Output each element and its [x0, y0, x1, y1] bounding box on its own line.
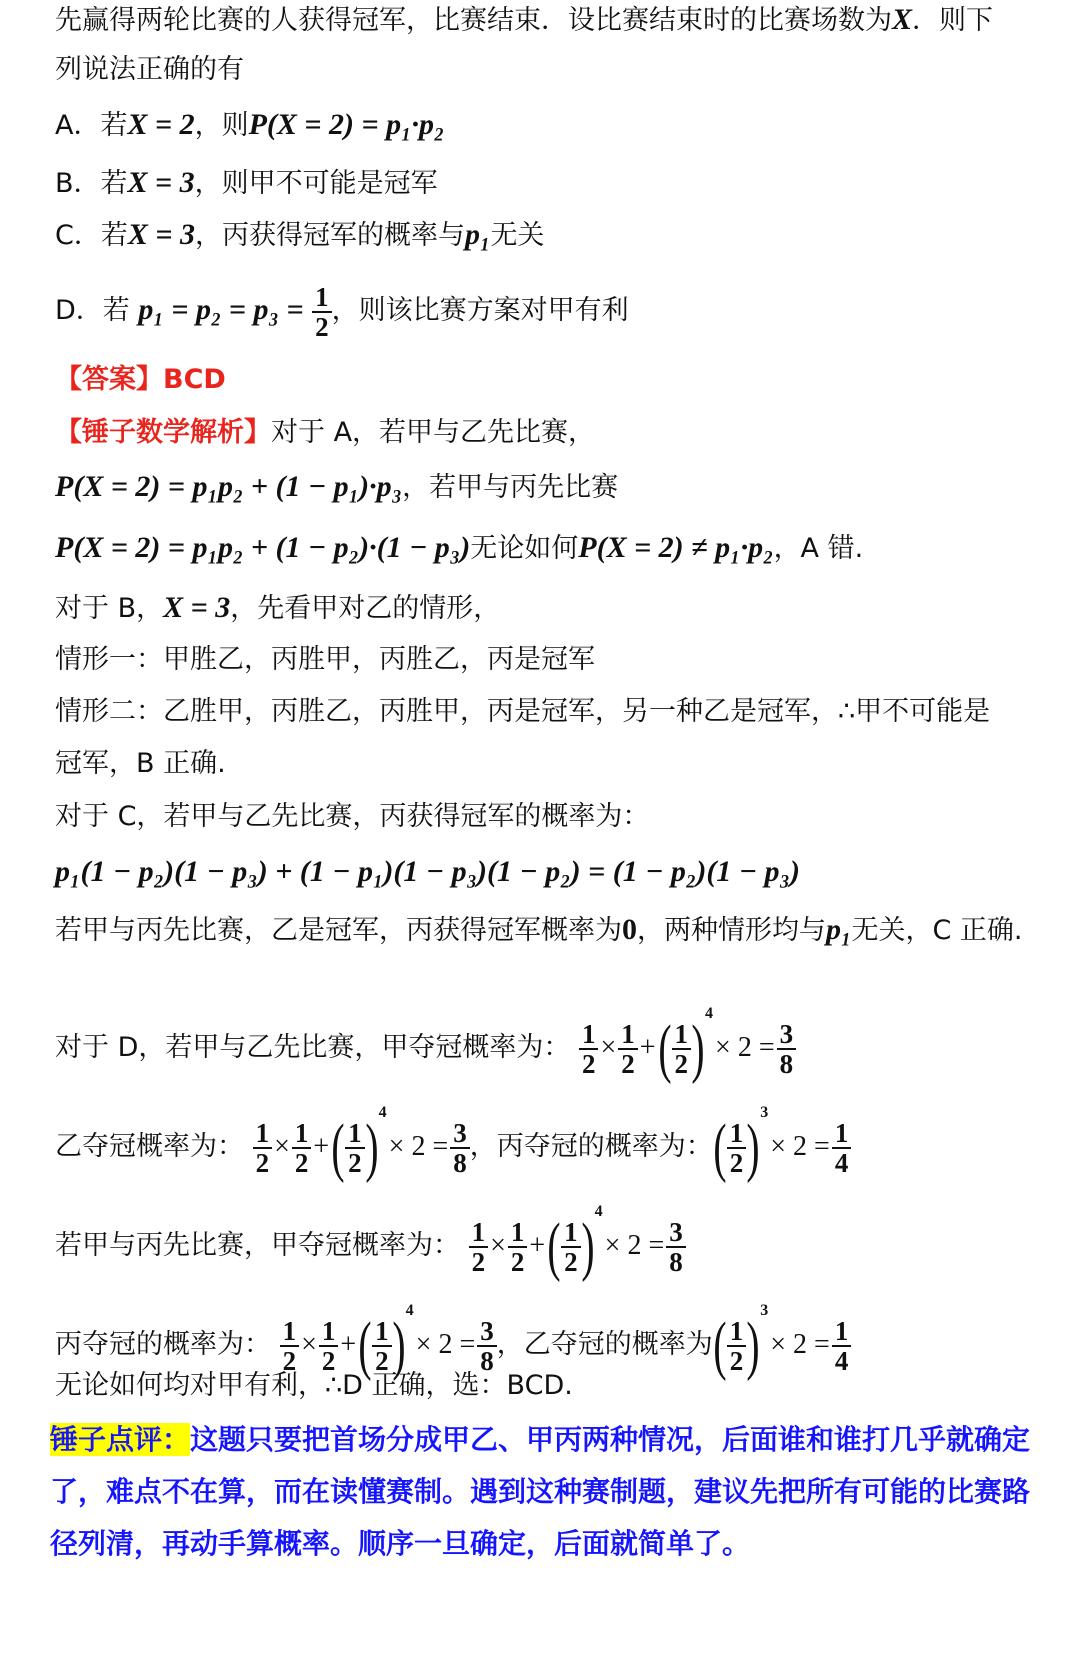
question-line-1: 先赢得两轮比赛的人获得冠军，比赛结束．设比赛结束时的比赛场数为X．则下 — [55, 3, 994, 36]
comment-line-3: 径列清，再动手算概率。顺序一旦确定，后面就简单了。 — [50, 1527, 751, 1560]
fraction-half: $\frac{1}{2}$ — [727, 1119, 747, 1177]
fraction-half: $\frac{1}{2}$ — [561, 1218, 581, 1276]
fraction-quarter: $\frac{1}{4}$ — [832, 1317, 852, 1375]
fraction-three-eighths: $\frac{3}{8}$ — [450, 1119, 470, 1177]
fraction-half: $\frac{1}{2}$ — [508, 1218, 528, 1276]
analysis-c-line-2: 若甲与丙先比赛，乙是冠军，丙获得冠军概率为0，两种情形均与p₁无关，C 正确. — [55, 913, 1023, 946]
fraction-three-eighths: $\frac{3}{8}$ — [477, 1317, 497, 1375]
fraction-half: $\frac{1}{2}$ — [579, 1020, 599, 1078]
question-line-2: 列说法正确的有 — [55, 54, 244, 85]
analysis-d-line-1: 对于 D，若甲与乙先比赛，甲夺冠概率为： $\frac{1}{2}$ × $\frac{1}{2}$ +( $\frac{1}{2}$ )4× 2 = $\frac{3}{8}$ — [55, 978, 796, 1084]
analysis-d-line-3: 若甲与丙先比赛，甲夺冠概率为： $\frac{1}{2}$ × $\frac{1}{2}$ +( $\frac{1}{2}$ )4× 2 = $\frac{3}{8}$ — [55, 1176, 686, 1282]
option-c: C．若X = 3，丙获得冠军的概率与p₁无关 — [55, 218, 545, 251]
fraction-half: $\frac{1}{2}$ — [292, 1119, 312, 1177]
analysis-d-end: 无论如何均对甲有利，∴D 正确，选：BCD. — [55, 1370, 573, 1401]
fraction-three-eighths: $\frac{3}{8}$ — [777, 1020, 797, 1078]
answer-value: BCD — [163, 364, 226, 395]
fraction-half: $\frac{1}{2}$ — [280, 1317, 300, 1375]
fraction-half: $\frac{1}{2}$ — [372, 1317, 392, 1375]
analysis-a-line-2: P(X = 2) = p₁p₂ + (1 − p₂)·(1 − p₃)无论如何P(X = 2) ≠ p₁·p₂，A 错. — [55, 531, 864, 564]
analysis-c-expr: p₁(1 − p₂)(1 − p₃) + (1 − p₁)(1 − p₃)(1 − p₂) = (1 − p₂)(1 − p₃) — [55, 855, 800, 888]
analysis-b-case-2: 情形二：乙胜甲，丙胜乙，丙胜甲，丙是冠军，另一种乙是冠军，∴甲不可能是 — [55, 696, 991, 727]
analysis-b-case-1: 情形一：甲胜乙，丙胜甲，丙胜乙，丙是冠军 — [55, 644, 595, 675]
analysis-header: 【锤子数学解析】对于 A，若甲与乙先比赛， — [55, 417, 596, 448]
analysis-b-line-1: 对于 B，X = 3，先看甲对乙的情形， — [55, 591, 501, 624]
answer-line — [55, 360, 226, 400]
comment-line-1: 锤子点评：这题只要把首场分成甲乙、甲丙两种情况，后面谁和谁打几乎就确定 — [50, 1423, 1031, 1456]
fraction-half: $\frac{1}{2}$ — [312, 283, 332, 341]
fraction-half: $\frac{1}{2}$ — [618, 1020, 638, 1078]
fraction-half: $\frac{1}{2}$ — [319, 1317, 339, 1375]
analysis-c-intro: 对于 C，若甲与乙先比赛，丙获得冠军的概率为： — [55, 801, 650, 832]
comment-tag: 锤子点评： — [50, 1423, 191, 1456]
comment-line-2: 了，难点不在算，而在读懂赛制。遇到这种赛制题，建议先把所有可能的比赛路 — [50, 1475, 1031, 1508]
analysis-d-line-4: 丙夺冠的概率为： $\frac{1}{2}$ × $\frac{1}{2}$ +( $\frac{1}{2}$ )4× 2 = $\frac{3}{8}$ ，乙夺冠的概率为( $\frac{1}{2}$ )3× 2 = $\frac{1}{4}$ — [55, 1275, 851, 1381]
fraction-half: $\frac{1}{2}$ — [345, 1119, 365, 1177]
fraction-half: $\frac{1}{2}$ — [672, 1020, 692, 1078]
fraction-quarter: $\frac{1}{4}$ — [832, 1119, 852, 1177]
analysis-a-line-1: P(X = 2) = p₁p₂ + (1 − p₁)·p₃，若甲与丙先比赛 — [55, 470, 619, 503]
option-a: A．若X = 2，则P(X = 2) = p₁·p₂ — [55, 108, 445, 141]
fraction-half: $\frac{1}{2}$ — [727, 1317, 747, 1375]
analysis-d-line-2: 乙夺冠概率为： $\frac{1}{2}$ × $\frac{1}{2}$ +( $\frac{1}{2}$ )4× 2 = $\frac{3}{8}$ ，丙夺冠的概率为：( $\frac{1}{2}$ )3× 2 = $\frac{1}{4}$ — [55, 1077, 851, 1183]
fraction-half: $\frac{1}{2}$ — [253, 1119, 273, 1177]
fraction-three-eighths: $\frac{3}{8}$ — [666, 1218, 686, 1276]
analysis-b-end: 冠军，B 正确. — [55, 748, 226, 779]
analysis-tag: 【锤子数学解析】 — [55, 417, 271, 448]
fraction-half: $\frac{1}{2}$ — [469, 1218, 489, 1276]
option-d: D．若 p₁ = p₂ = p₃ = $\frac{1}{2}$ ，则该比赛方案对甲有利 — [55, 281, 629, 342]
answer-tag: 【答案】 — [55, 364, 163, 395]
option-b: B．若X = 3，则甲不可能是冠军 — [55, 166, 438, 199]
